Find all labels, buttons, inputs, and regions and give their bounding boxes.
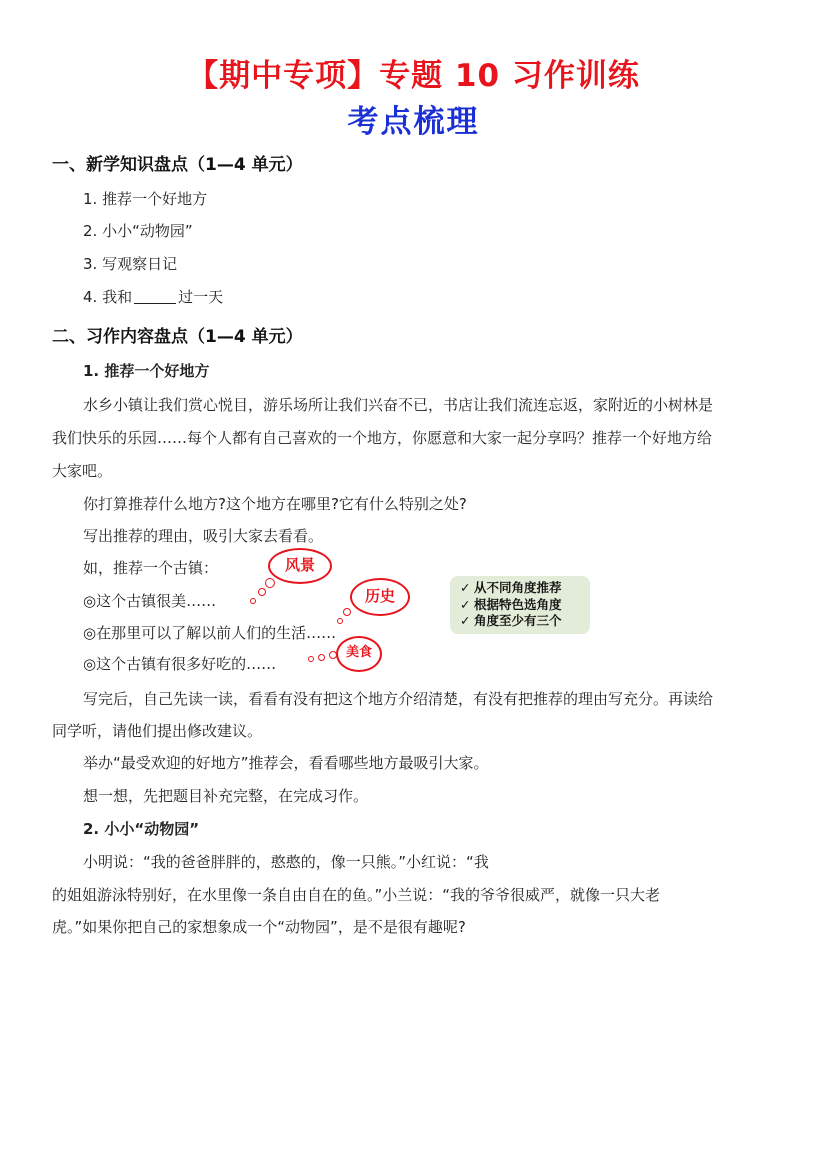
item4-text-after: 过一天 [178, 288, 224, 306]
list-item [83, 286, 223, 307]
check-icon: ✓ [460, 596, 471, 612]
subheading: 2. 小小“动物园” [83, 820, 200, 838]
thought-bubble-scenery: 风景 [268, 548, 332, 584]
paragraph-line: 小明说：“我的爸爸胖胖的，憨憨的，像一只熊。”小红说：“我 [83, 853, 489, 871]
tips-box [450, 576, 590, 634]
tip-item: ✓ 从不同角度推荐 [460, 580, 562, 595]
tip-item: ✓ 角度至少有三个 [460, 613, 562, 628]
list-item: 2. 小小“动物园” [83, 222, 193, 240]
item4-text-before: 4. 我和 [83, 288, 133, 306]
paragraph-line: 如，推荐一个古镇： [83, 559, 219, 577]
tip-item: ✓ 根据特色选角度 [460, 596, 562, 612]
section-heading-2: 二、习作内容盘点（1—4 单元） [52, 327, 303, 347]
paragraph-line: 大家吧。 [52, 462, 113, 480]
list-item: 1. 推荐一个好地方 [83, 190, 208, 208]
fill-blank [134, 289, 176, 304]
check-icon: ✓ [460, 613, 471, 628]
page-subtitle: 考点梳理 [347, 104, 480, 140]
paragraph-line: 写出推荐的理由，吸引大家去看看。 [83, 527, 324, 545]
subheading: 1. 推荐一个好地方 [83, 362, 210, 380]
paragraph-line: 举办“最受欢迎的好地方”推荐会，看看哪些地方最吸引大家。 [83, 754, 489, 772]
page-title: 【期中专项】专题 10 习作训练 [187, 58, 640, 94]
example-line: ◎在那里可以了解以前人们的生活…… [83, 624, 337, 642]
paragraph-line: 虎。”如果你把自己的家想象成一个“动物园”，是不是很有趣呢? [52, 918, 466, 936]
thought-bubble-food: 美食 [336, 636, 382, 672]
section-heading-1: 一、新学知识盘点（1—4 单元） [52, 155, 303, 175]
paragraph-line: 写完后，自己先读一读，看看有没有把这个地方介绍清楚，有没有把推荐的理由写充分。再读给 [83, 690, 714, 708]
bubble-dot [308, 656, 314, 662]
paragraph-line: 想一想，先把题目补充完整，在完成习作。 [83, 787, 369, 805]
paragraph-line: 的姐姐游泳特别好，在水里像一条自由自在的鱼。”小兰说：“我的爷爷很威严，就像一只大老 [52, 886, 661, 904]
example-line: ◎这个古镇很美…… [83, 592, 217, 610]
paragraph-line: 我们快乐的乐园……每个人都有自己喜欢的一个地方，你愿意和大家一起分享吗？推荐一个好地方给 [52, 429, 713, 447]
thought-bubble-history: 历史 [350, 578, 410, 616]
paragraph-line: 同学听，请他们提出修改建议。 [52, 722, 263, 740]
bubble-dot [318, 654, 325, 661]
bubble-dot [343, 608, 351, 616]
paragraph-line: 你打算推荐什么地方?这个地方在哪里?它有什么特别之处? [83, 495, 467, 513]
check-icon: ✓ [460, 580, 471, 595]
paragraph-line: 水乡小镇让我们赏心悦目，游乐场所让我们兴奋不已，书店让我们流连忘返，家附近的小树林是 [83, 396, 714, 414]
bubble-dot [250, 598, 256, 604]
bubble-dot [258, 588, 266, 596]
example-line: ◎这个古镇有很多好吃的…… [83, 655, 277, 673]
bubble-dot [337, 618, 343, 624]
bubble-dot [265, 578, 275, 588]
list-item: 3. 写观察日记 [83, 255, 178, 273]
